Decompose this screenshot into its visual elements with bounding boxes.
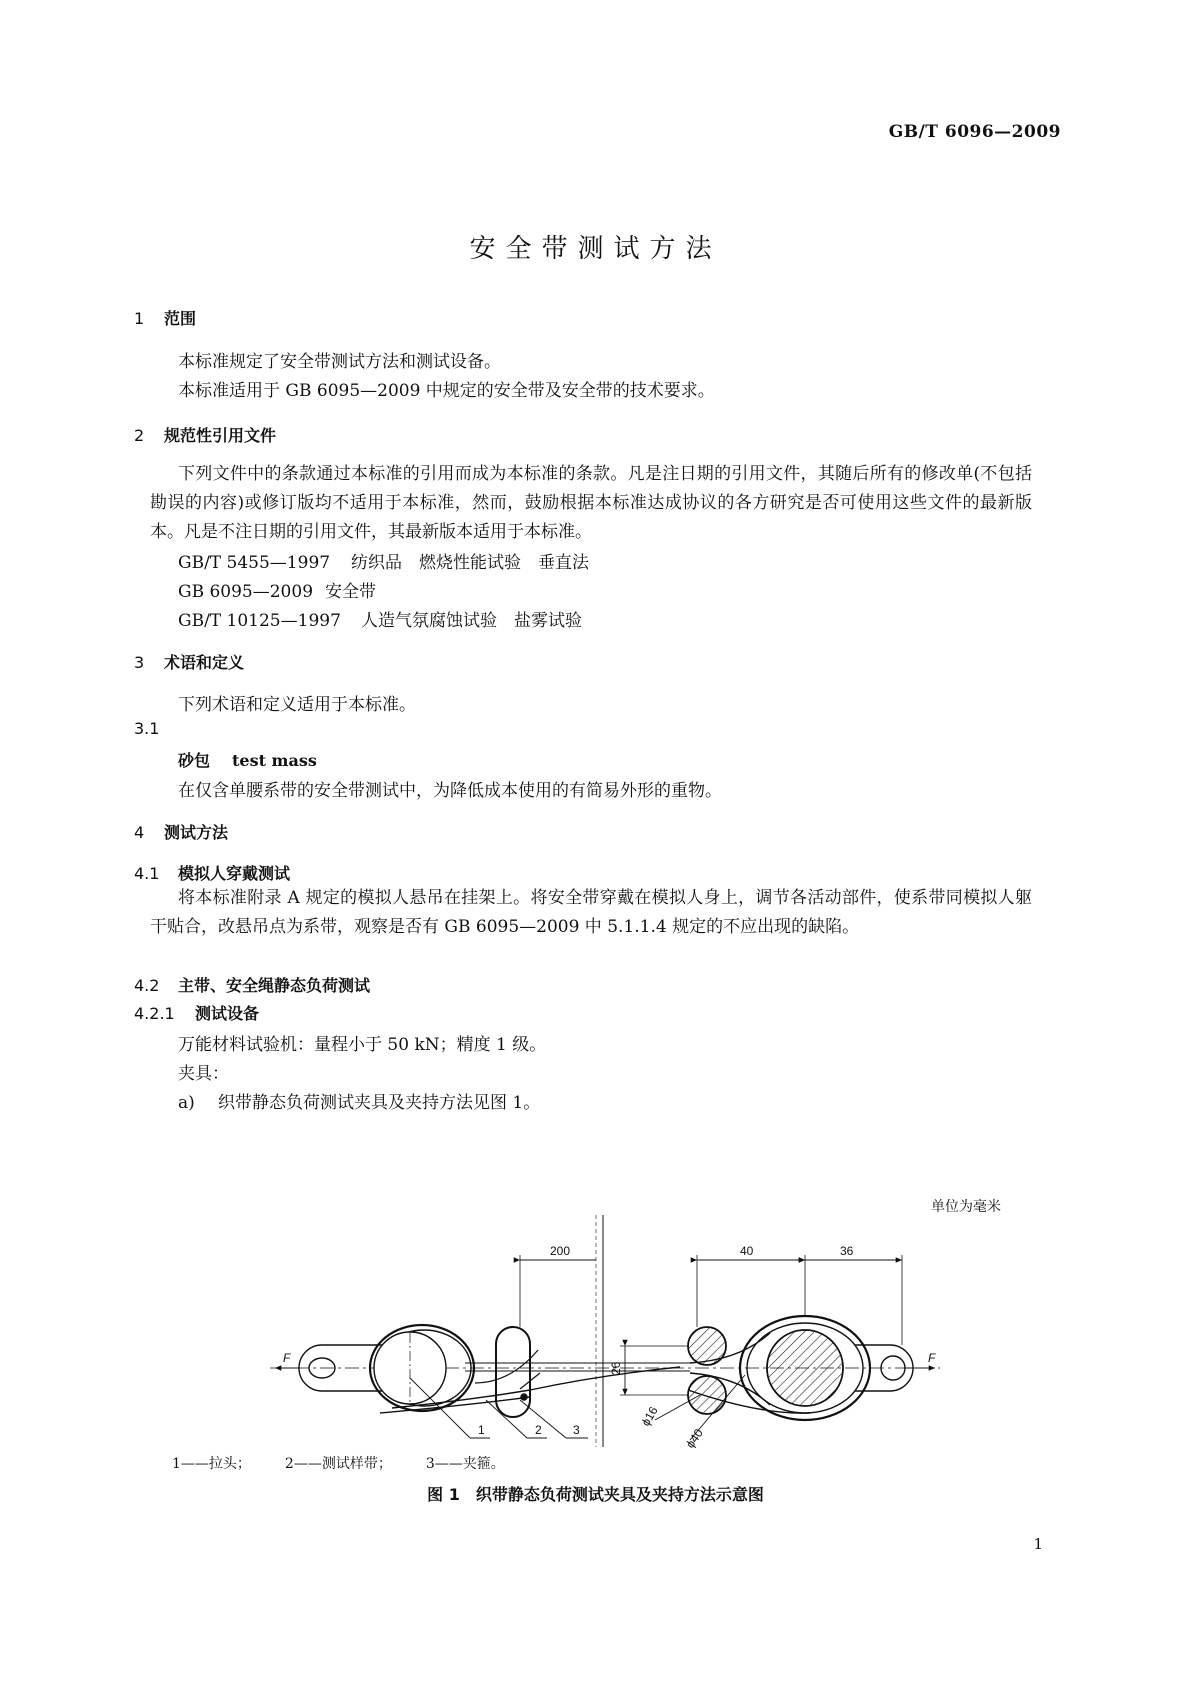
section-title: 术语和定义	[164, 653, 245, 672]
reference-title: 安全带	[325, 582, 376, 602]
reference-item	[178, 548, 589, 573]
figure-caption: 图 1 织带静态负荷测试夹具及夹持方法示意图	[427, 1485, 764, 1504]
term-english: test mass	[232, 751, 317, 770]
section-title: 范围	[164, 309, 197, 328]
page-number: 1	[1033, 1535, 1043, 1553]
dimension-phi16: ϕ16	[638, 1404, 661, 1429]
dimension-200: 200	[550, 1244, 571, 1258]
section-number: 1	[134, 309, 145, 328]
legend-item: 1——拉头；	[172, 1456, 251, 1472]
section-1-heading	[134, 306, 196, 329]
reference-code: GB/T 5455—1997	[178, 553, 331, 573]
reference-item	[178, 606, 582, 631]
section-title: 测试方法	[164, 823, 229, 842]
list-marker: a)	[178, 1093, 195, 1113]
standard-code: GB/T 6096—2009	[888, 122, 1061, 142]
section-4-heading	[134, 820, 228, 843]
force-label-left: F	[283, 1351, 291, 1365]
paragraph: 将本标准附录 A 规定的模拟人悬吊在挂架上。将安全带穿戴在模拟人身上，调节各活动部件，使系带同模拟人躯干贴合，改悬吊点为系带，观察是否有 GB 6095—2009 中 5.1.1.4 规定的不应出现的缺陷。	[150, 888, 1032, 937]
list-text: 织带静态负荷测试夹具及夹持方法见图 1。	[218, 1093, 541, 1113]
section-2-heading	[134, 423, 276, 446]
section-3-heading	[134, 650, 244, 673]
paragraph: 下列术语和定义适用于本标准。	[178, 695, 416, 715]
section-number: 4.1	[134, 864, 160, 883]
dimension-26: 26	[609, 1361, 623, 1375]
term-number: 3.1	[134, 719, 160, 738]
paragraph: 夹具：	[178, 1064, 229, 1084]
subsection-4-2-heading	[134, 973, 370, 996]
reference-item	[178, 577, 376, 602]
callout-2: 2	[535, 1423, 542, 1437]
dimension-phi40: ϕ40	[682, 1426, 706, 1451]
paragraph: 下列文件中的条款通过本标准的引用而成为本标准的条款。凡是注日期的引用文件，其随后所有的修改单(不包括勘误的内容)或修订版均不适用于本标准，然而，鼓励根据本标准达成协议的各方研究是否可使用这些文件的最新版本。凡是不注日期的引用文件，其最新版本适用于本标准。	[150, 464, 1032, 542]
section-number: 4	[134, 823, 145, 842]
figure-legend	[172, 1453, 539, 1473]
section-title: 模拟人穿戴测试	[178, 864, 291, 883]
reference-code: GB/T 10125—1997	[178, 611, 341, 631]
term-entry	[178, 748, 317, 771]
dimension-36: 36	[840, 1244, 854, 1258]
subsection-4-1-heading	[134, 861, 290, 884]
section-number: 2	[134, 426, 145, 445]
reference-title: 人造气氛腐蚀试验 盐雾试验	[361, 611, 582, 631]
paragraph: 本标准适用于 GB 6095—2009 中规定的安全带及安全带的技术要求。	[178, 381, 715, 401]
section-title: 规范性引用文件	[164, 426, 277, 445]
paragraph: 万能材料试验机：量程小于 50 kN；精度 1 级。	[178, 1035, 547, 1055]
section-number: 4.2	[134, 976, 160, 995]
reference-title: 纺织品 燃烧性能试验 垂直法	[351, 553, 589, 573]
list-item	[178, 1088, 540, 1113]
term-chinese: 砂包	[178, 751, 211, 770]
force-label-right: F	[928, 1351, 936, 1365]
section-number: 4.2.1	[134, 1004, 175, 1023]
left-clamp	[475, 1327, 540, 1417]
legend-item: 3——夹箍。	[425, 1456, 505, 1472]
reference-code: GB 6095—2009	[178, 582, 314, 602]
dimension-40: 40	[740, 1244, 754, 1258]
callout-3: 3	[573, 1423, 580, 1437]
section-title: 测试设备	[195, 1004, 260, 1023]
page-title: 安全带测试方法	[469, 234, 722, 264]
unit-note: 单位为毫米	[931, 1199, 1001, 1215]
figure-1-diagram	[0, 1215, 1191, 1455]
section-number: 3	[134, 653, 145, 672]
term-definition: 在仅含单腰系带的安全带测试中，为降低成本使用的有简易外形的重物。	[178, 781, 722, 801]
legend-item: 2——测试样带；	[284, 1456, 392, 1472]
section-title: 主带、安全绳静态负荷测试	[178, 976, 371, 995]
subsection-4-2-1-heading	[134, 1001, 259, 1024]
paragraph: 本标准规定了安全带测试方法和测试设备。	[178, 352, 501, 372]
callout-1: 1	[478, 1423, 485, 1437]
